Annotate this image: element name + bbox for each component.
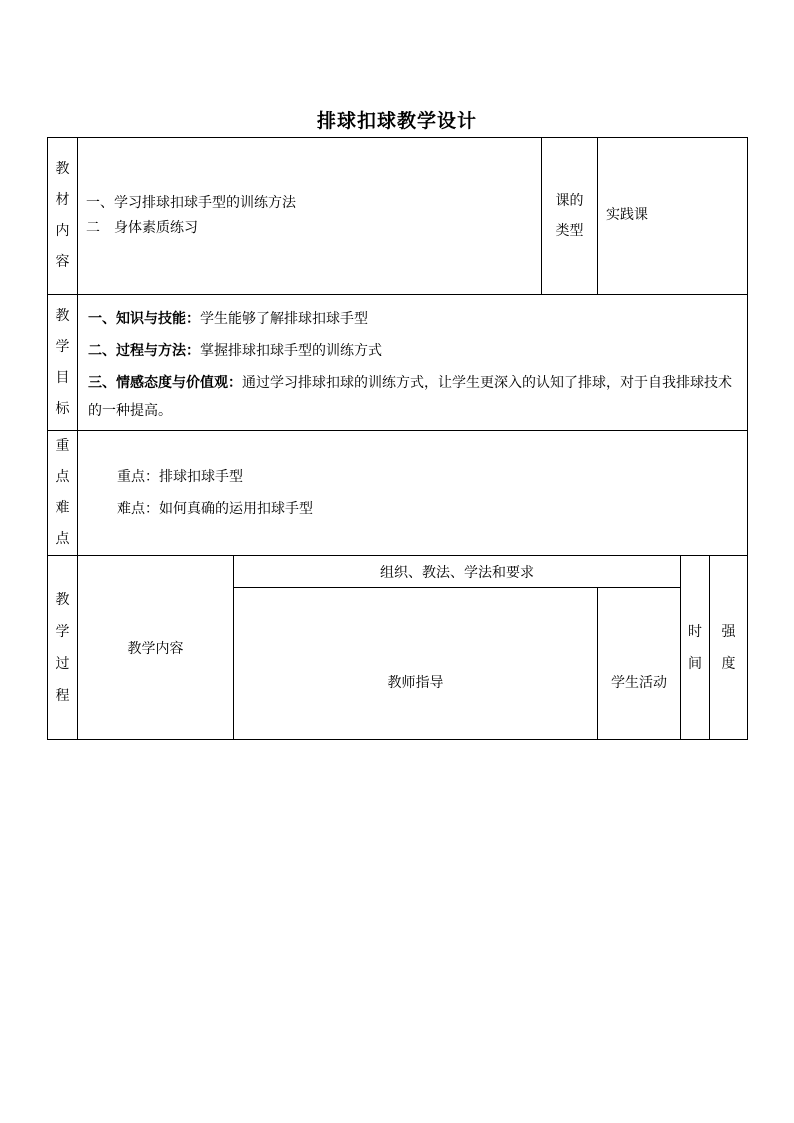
keys-label-char: 点 <box>55 469 70 485</box>
material-label-char: 材 <box>55 192 70 208</box>
goal-3-heading: 三、情感态度与价值观： <box>88 374 242 391</box>
student-activity-header: 学生活动 <box>598 588 681 740</box>
time-header-char: 间 <box>688 655 702 672</box>
goals-label-cell <box>48 295 78 431</box>
material-content-cell <box>78 138 542 295</box>
keys-row <box>48 431 748 556</box>
process-row-top <box>48 556 748 588</box>
material-label-char: 容 <box>55 254 70 270</box>
process-label-char: 过 <box>55 655 70 672</box>
document-title: 排球扣球教学设计 <box>316 110 477 132</box>
keys-label-char: 重 <box>55 438 70 454</box>
lesson-type-value: 实践课 <box>598 138 748 295</box>
process-label-char: 程 <box>55 687 70 704</box>
goals-content-cell <box>78 295 748 431</box>
teacher-guidance-header: 教师指导 <box>234 588 598 740</box>
goal-2-heading: 二、过程与方法： <box>88 342 200 359</box>
material-label-char: 内 <box>55 223 70 239</box>
goals-label-char: 教 <box>55 307 70 324</box>
keys-content-cell <box>78 431 748 556</box>
difficulty-point: 难点：如何真确的运用扣球手型 <box>117 501 313 517</box>
keys-label-char: 难 <box>55 500 70 516</box>
lesson-type-label-line: 类型 <box>555 223 584 239</box>
content-header: 教学内容 <box>78 556 234 740</box>
goals-row <box>48 295 748 431</box>
goal-2-text: 掌握排球扣球手型的训练方式 <box>200 342 382 359</box>
intensity-header-char: 度 <box>721 655 736 672</box>
intensity-header-char: 强 <box>721 623 736 640</box>
intensity-header <box>710 556 748 740</box>
goal-3 <box>88 369 737 425</box>
time-header <box>681 556 710 740</box>
goal-2 <box>88 335 737 367</box>
process-label-char: 教 <box>55 591 70 608</box>
lesson-type-label-cell <box>542 138 598 295</box>
process-label-cell <box>48 556 78 740</box>
lesson-plan-table <box>47 137 748 740</box>
material-label-char: 教 <box>55 161 70 177</box>
key-point: 重点：排球扣球手型 <box>117 469 243 485</box>
material-line-1: 一、学习排球扣球手型的训练方法 <box>86 195 296 211</box>
material-row <box>48 138 748 295</box>
lesson-type-label-line: 课的 <box>555 193 584 209</box>
goals-label-char: 标 <box>55 400 70 417</box>
keys-label-cell <box>48 431 78 556</box>
keys-label-char: 点 <box>55 531 70 547</box>
time-header-char: 时 <box>688 623 702 640</box>
goal-1 <box>88 303 737 335</box>
goal-3-text: 通过学习排球扣球的训练方式，让学生更深入的认知了排球，对于自我排球技术的一种提高。 <box>88 374 732 419</box>
goals-label-char: 学 <box>55 338 70 355</box>
material-line-2: 二 身体素质练习 <box>86 220 198 236</box>
organization-header: 组织、教法、学法和要求 <box>234 556 681 588</box>
process-label-char: 学 <box>55 623 70 640</box>
goal-1-heading: 一、知识与技能： <box>88 310 200 327</box>
goals-label-char: 目 <box>55 369 70 386</box>
goal-1-text: 学生能够了解排球扣球手型 <box>200 310 368 327</box>
material-label-cell <box>48 138 78 295</box>
